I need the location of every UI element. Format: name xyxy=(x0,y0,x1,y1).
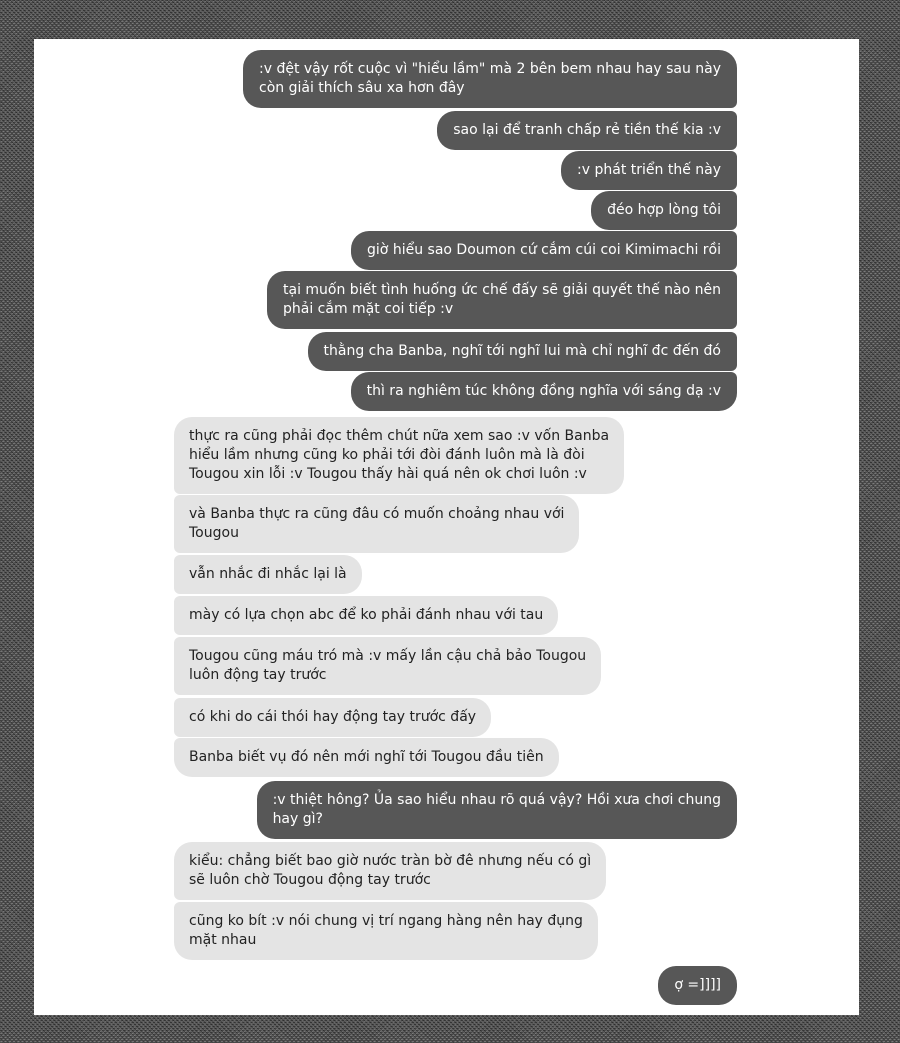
sent-message: tại muốn biết tình huống ức chế đấy sẽ giải quyết thế nào nên phải cắm mặt coi tiếp :v xyxy=(267,271,737,329)
sent-message: đéo hợp lòng tôi xyxy=(591,191,737,230)
sent-message: sao lại để tranh chấp rẻ tiền thế kia :v xyxy=(437,111,737,150)
chat-thread xyxy=(34,39,859,1015)
received-message: cũng ko bít :v nói chung vị trí ngang hàng nên hay đụng mặt nhau xyxy=(174,902,598,960)
sent-message: giờ hiểu sao Doumon cứ cắm cúi coi Kimimachi rồi xyxy=(351,231,737,270)
sent-message: thì ra nghiêm túc không đồng nghĩa với sáng dạ :v xyxy=(351,372,737,411)
received-message: có khi do cái thói hay động tay trước đấy xyxy=(174,698,491,737)
received-message: Banba biết vụ đó nên mới nghĩ tới Tougou đầu tiên xyxy=(174,738,559,777)
received-message: thực ra cũng phải đọc thêm chút nữa xem sao :v vốn Banba hiểu lầm nhưng cũng ko phải tới đòi đánh luôn mà là đòi Tougou xin lỗi :v Tougou thấy hài quá nên ok chơi luôn :v xyxy=(174,417,624,494)
sent-message: thằng cha Banba, nghĩ tới nghĩ lui mà chỉ nghĩ đc đến đó xyxy=(308,332,737,371)
sent-message: :v phát triển thế này xyxy=(561,151,737,190)
received-message: mày có lựa chọn abc để ko phải đánh nhau với tau xyxy=(174,596,558,635)
received-message: vẫn nhắc đi nhắc lại là xyxy=(174,555,362,594)
sent-message: :v đệt vậy rốt cuộc vì "hiểu lầm" mà 2 bên bem nhau hay sau này còn giải thích sâu xa hơn đây xyxy=(243,50,737,108)
received-message: kiểu: chẳng biết bao giờ nước tràn bờ đê nhưng nếu có gì sẽ luôn chờ Tougou động tay trước xyxy=(174,842,606,900)
sent-message: :v thiệt hông? Ủa sao hiểu nhau rõ quá vậy? Hồi xưa chơi chung hay gì? xyxy=(257,781,737,839)
sent-message: ợ =]]]] xyxy=(658,966,737,1005)
received-message: Tougou cũng máu tró mà :v mấy lần cậu chả bảo Tougou luôn động tay trước xyxy=(174,637,601,695)
received-message: và Banba thực ra cũng đâu có muốn choảng nhau với Tougou xyxy=(174,495,579,553)
